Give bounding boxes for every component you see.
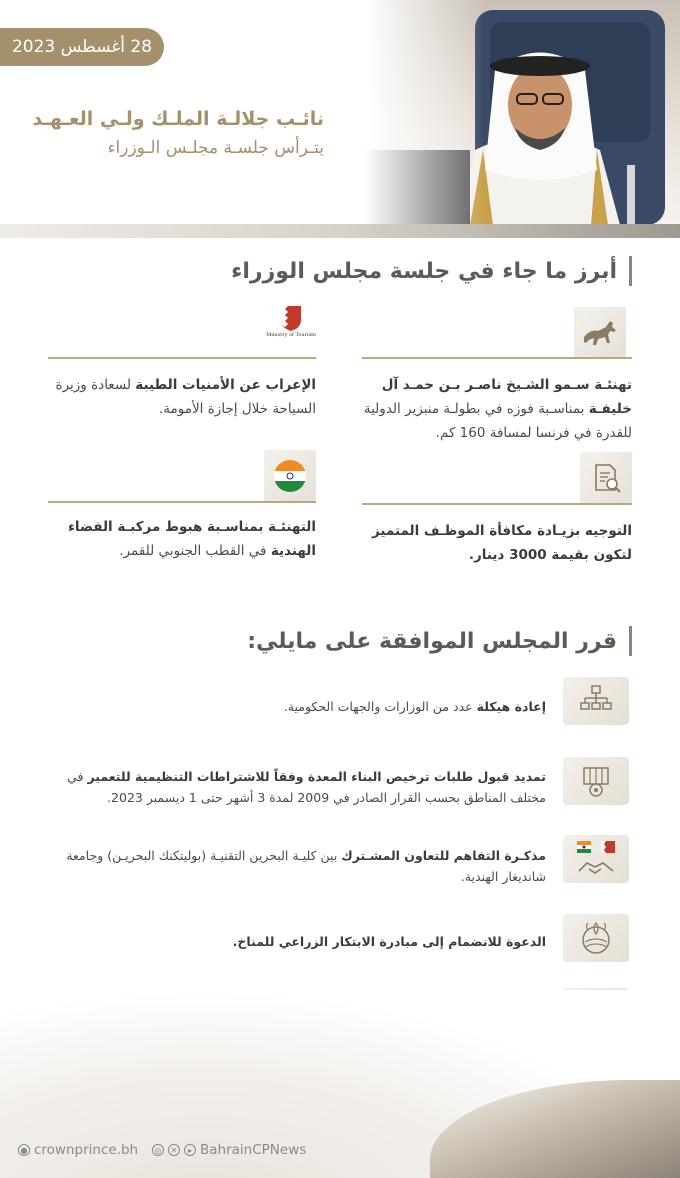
highlight-divider	[362, 503, 632, 505]
decision-item	[40, 696, 546, 717]
highlight-item	[355, 519, 632, 567]
social-handle-text[interactable]: BahrainCPNews	[200, 1142, 307, 1158]
website-text[interactable]: crownprince.bh	[34, 1142, 139, 1158]
highlight-item	[40, 515, 316, 563]
org-structure-icon	[563, 677, 629, 725]
decision-bold: إعادة هيكلة	[476, 699, 546, 714]
x-icon: ✕	[168, 1144, 180, 1156]
highlight-bold: التهنئـة بمناسـبة هبوط مركبـة الفضاء الهندية	[68, 519, 316, 559]
crown-prince-photo	[365, 0, 680, 225]
footer-website[interactable]	[18, 1142, 138, 1158]
highlight-item	[355, 373, 632, 445]
logo-caption: Ministry of Tourism	[266, 332, 316, 338]
india-flag-icon	[264, 450, 316, 502]
handshake-flags-icon	[563, 835, 629, 883]
date-text: 28 أغسطس 2023	[11, 37, 153, 57]
header-divider-band	[0, 224, 680, 238]
highlight-divider	[362, 357, 632, 359]
highlight-divider	[48, 357, 316, 359]
decision-bold: الدعوة للانضمام إلى مبادرة الابتكار الزراعي للمناخ.	[232, 934, 546, 949]
globe-icon: ●	[18, 1144, 30, 1156]
agriculture-climate-icon	[563, 914, 629, 962]
instagram-icon: ◎	[152, 1144, 164, 1156]
horse-icon	[574, 307, 626, 359]
header-title: نائـب جلالـة الملـك ولـي العـهـد	[32, 108, 324, 130]
header-subtitle: يتـرأس جلسـة مجلـس الـوزراء	[107, 138, 324, 158]
highlight-rest: لسعادة وزيرة السياحة خلال إجازة الأمومة.	[55, 377, 316, 417]
highlight-bold: التوجيه بزيـادة مكافأة الموظـف المتميز لتكون بقيمة 3000 دينار.	[371, 523, 632, 563]
highlight-item	[40, 373, 316, 421]
decision-rest: عدد من الوزارات والجهات الحكومية.	[283, 699, 477, 714]
highlight-rest: في القطب الجنوبي للقمر.	[119, 543, 271, 559]
heading-bar	[629, 256, 632, 286]
footer-social[interactable]	[152, 1142, 306, 1158]
decision-bold: مذكـرة التفاهم للتعاون المشـترك	[341, 848, 546, 863]
highlight-bold: الإعراب عن الأمنيات الطيبة	[135, 377, 316, 393]
heading-bar	[629, 626, 632, 656]
highlights-heading	[231, 256, 632, 286]
document-search-icon	[580, 452, 632, 504]
youtube-icon: ▸	[184, 1144, 196, 1156]
decision-item	[40, 845, 546, 887]
highlight-rest: بمناسـبة فوزه في بطولـة منبزير الدولية للقدرة في فرنسا لمسافة 160 كم.	[363, 401, 632, 441]
decision-rest: بين كليـة البحرين التقنيـة (بوليتكنك البحريـن) وجامعة شانديغار الهندية.	[66, 848, 546, 884]
decision-bold: تمديد قبول طلبات ترخيص البناء المعدة وفقاً للاشتراطات التنظيمية للتعمير	[87, 769, 546, 784]
decision-item	[40, 931, 546, 952]
highlight-divider	[48, 501, 316, 503]
decisions-heading	[247, 626, 632, 656]
building-permit-icon	[563, 757, 629, 805]
highlight-bold: تهنئـة سـمو الشـيخ ناصـر بـن حمـد آل خليفـة	[381, 377, 632, 417]
decisions-heading-text: قرر المجلس الموافقة على مايلي:	[247, 628, 617, 654]
decision-item	[40, 766, 546, 808]
ministry-of-tourism-logo	[266, 304, 316, 358]
date-badge	[0, 28, 164, 66]
decision-rest: في مختلف المناطق بحسب القرار الصادر في 2009 لمدة 3 أشهر حتى 1 ديسمبر 2023.	[67, 769, 546, 805]
highlights-heading-text: أبرز ما جاء في جلسة مجلس الوزراء	[231, 258, 617, 284]
